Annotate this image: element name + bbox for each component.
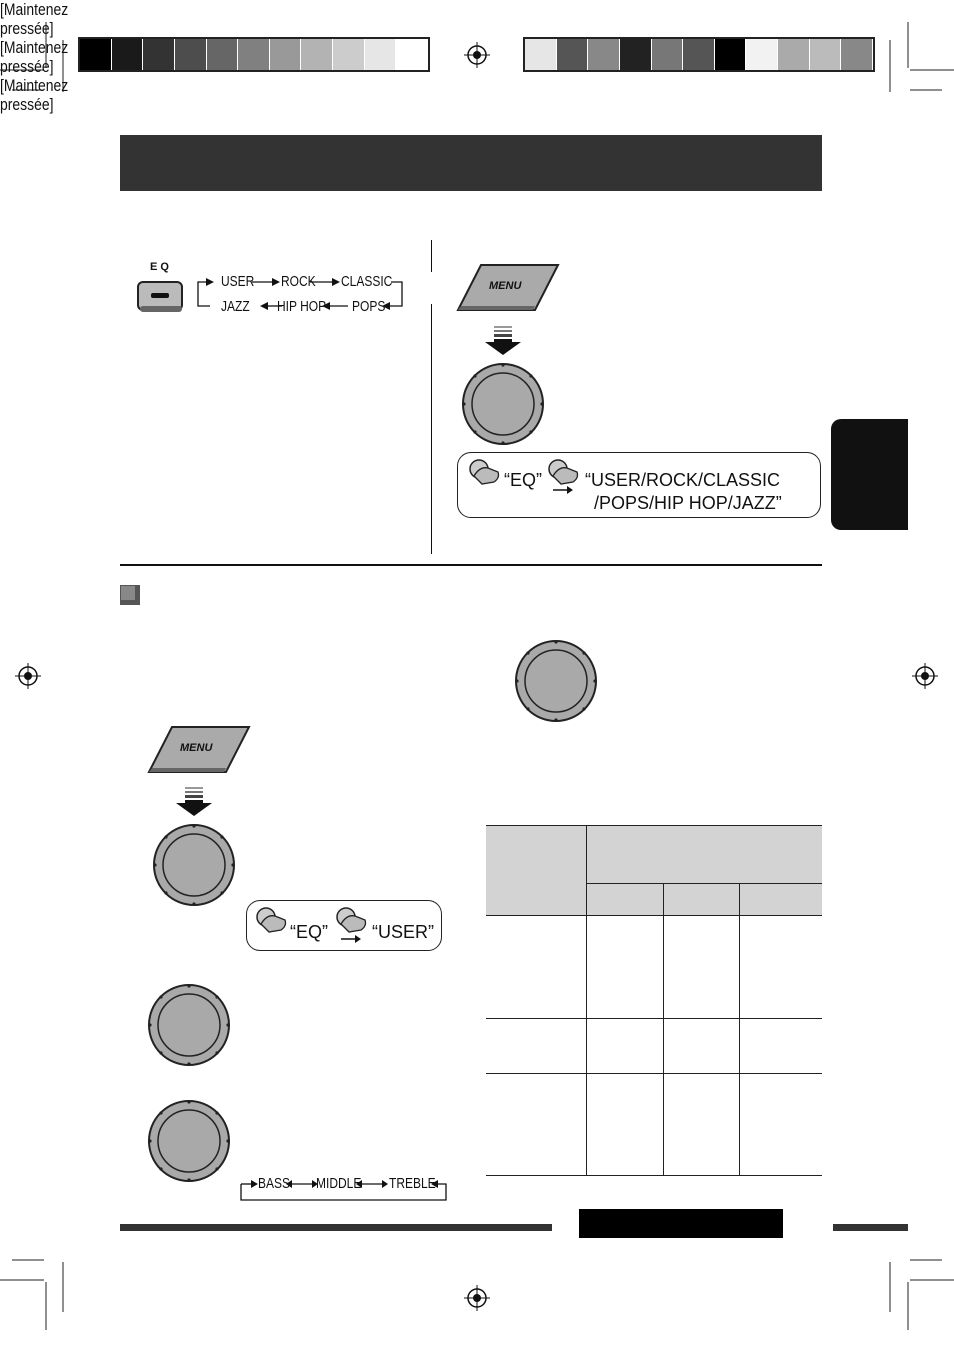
color-swatch [810, 39, 842, 70]
section-rule [120, 564, 822, 566]
table-rule [586, 883, 822, 884]
control-dial[interactable] [461, 362, 545, 446]
hold-line-2: pressée] [0, 57, 54, 76]
table-header-group [586, 825, 822, 884]
table-header-col-3 [739, 884, 822, 916]
menu-button-label: MENU [180, 742, 213, 754]
control-dial[interactable] [147, 983, 231, 1067]
control-dial[interactable] [147, 1099, 231, 1183]
color-swatch [841, 39, 872, 70]
bubble-eq-text: “EQ” [290, 922, 328, 942]
color-swatch [778, 39, 810, 70]
table-rule [586, 825, 587, 1176]
hold-instruction [0, 0, 782, 38]
hand-turn-icon [468, 458, 502, 486]
table-rule [663, 884, 664, 1176]
hold-line-1: [Maintenez [0, 0, 69, 19]
eq-button[interactable] [136, 280, 184, 313]
bubble-modes-line-1: “USER/ROCK/CLASSIC [585, 470, 781, 490]
control-dial[interactable] [152, 823, 236, 907]
tone-bass: BASS [258, 1175, 291, 1192]
hold-line-2: pressée] [0, 19, 54, 38]
eq-mode-classic: CLASSIC [341, 273, 393, 290]
eq-button-label: EQ [150, 261, 172, 273]
table-header-col-2 [663, 884, 739, 916]
table-header-col-1 [586, 884, 663, 916]
bubble-eq-text: “EQ” [504, 470, 542, 490]
eq-mode-user: USER [221, 273, 255, 290]
column-divider-top [431, 240, 432, 272]
hold-line-1: [Maintenez [0, 38, 69, 57]
table-rule [486, 1073, 822, 1074]
bubble-modes-line-2: /POPS/HIP HOP/JAZZ” [594, 493, 782, 513]
hold-line-2: pressée] [0, 95, 54, 114]
footer-bar-left [120, 1224, 552, 1231]
hold-line-1: [Maintenez [0, 76, 69, 95]
down-arrow-icon [175, 787, 213, 817]
column-divider [431, 304, 432, 554]
eq-mode-jazz: JAZZ [221, 298, 250, 315]
table-rule [486, 825, 822, 826]
bubble-user-text: “USER” [372, 922, 434, 942]
eq-mode-hiphop: HIP HOP [277, 298, 327, 315]
tone-settings-table [486, 825, 822, 1176]
registration-mark-icon [464, 1285, 490, 1311]
eq-mode-rock: ROCK [281, 273, 316, 290]
registration-mark-icon [912, 663, 938, 689]
table-rule [739, 884, 740, 1176]
subsection-marker [120, 585, 140, 605]
control-dial[interactable] [514, 639, 598, 723]
down-arrow-icon [484, 326, 522, 356]
hand-turn-icon [335, 906, 369, 944]
table-rule [486, 1018, 822, 1019]
hand-turn-icon [255, 906, 289, 934]
menu-button-label: MENU [489, 280, 522, 292]
table-header-left [486, 825, 586, 916]
eq-mode-pops: POPS [352, 298, 386, 315]
tone-middle: MIDDLE [316, 1175, 362, 1192]
section-header-bar [120, 135, 822, 191]
hand-turn-icon [547, 458, 581, 494]
hold-instruction [0, 38, 782, 76]
registration-mark-icon [15, 663, 41, 689]
table-rule [486, 1175, 822, 1176]
tone-treble: TREBLE [389, 1175, 436, 1192]
hold-instruction [0, 76, 782, 114]
footer-bar-right [833, 1224, 908, 1231]
footer-page-box [579, 1209, 783, 1238]
table-rule [486, 915, 822, 916]
language-side-tab [831, 419, 908, 530]
